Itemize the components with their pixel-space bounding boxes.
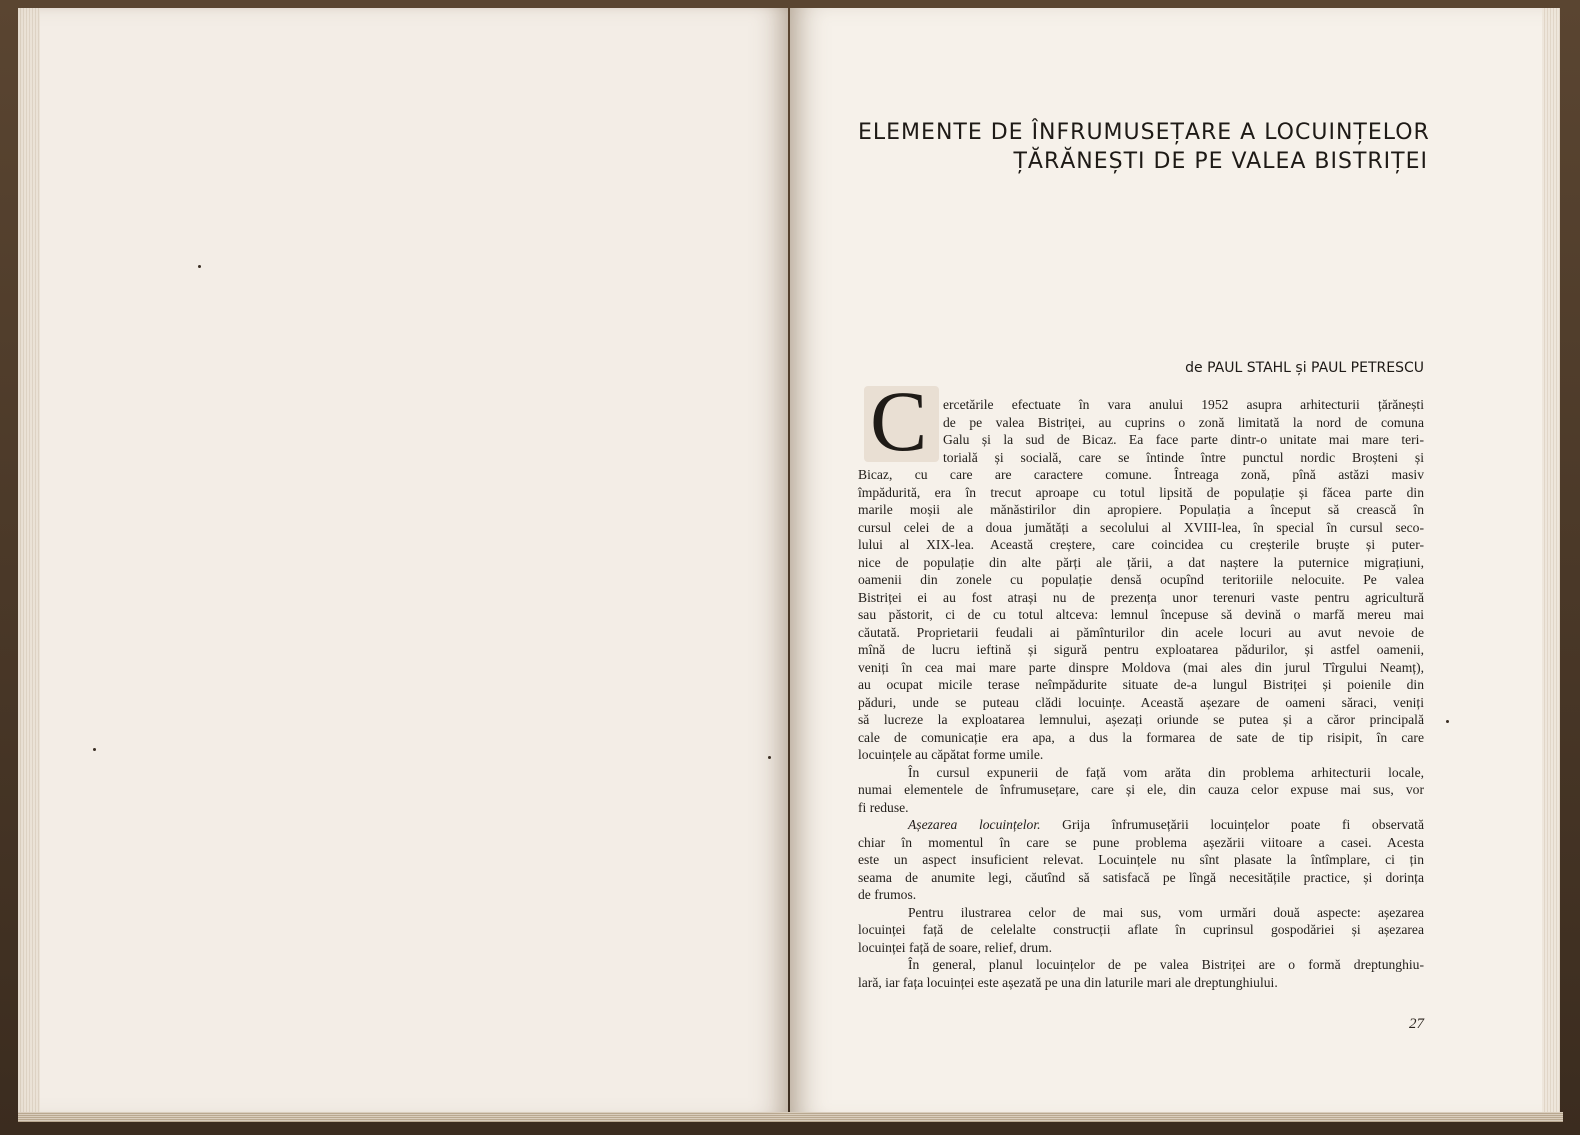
text-line: de frumos.: [858, 887, 917, 902]
title-line-1: ELEMENTE DE ÎNFRUMUSEȚARE A LOCUINȚELOR: [858, 120, 1430, 145]
speck: [198, 265, 201, 268]
page-number: 27: [1409, 1016, 1424, 1032]
text-line: veniți în cea mai mare parte dinspre Moldova (mai ales din jurul Tîrgului Neamț),: [858, 659, 1424, 675]
article-body: [858, 396, 1424, 991]
left-page-edges: [18, 8, 40, 1116]
text-line: marile moșii ale mănăstirilor din apropiere. Populația a început să crească în: [858, 502, 1424, 517]
speck: [1446, 720, 1449, 723]
text-line: de pe valea Bistriței, au cuprins o zonă limitată la nord de comuna: [943, 414, 1424, 430]
text-line: locuinței față de soare, relief, drum.: [858, 939, 1053, 955]
text-line: au ocupat micile terase neîmpădurite situate de-a lungul Bistriței și poienile din: [858, 677, 1424, 692]
text-line: locuințele au căpătat forme umile.: [858, 747, 1044, 762]
drop-cap-letter: C: [870, 373, 928, 469]
text-line: cursul celei de a doua jumătăți a secolului al XVIII-lea, în special în cursul seco-: [858, 519, 1424, 535]
text-line: să lucreze la exploatarea lemnului, așezați oriunde se putea și a căror principală: [858, 712, 1424, 727]
text-line: seama de anumite legi, căutînd să satisfacă pe lîngă necesitățile practice, și dorința: [858, 869, 1424, 885]
text-line: împădurită, era în trecut aproape cu totul lipsită de populație și făcea parte din: [858, 484, 1424, 500]
section-heading-line: Așezarea locuințelor. Grija înfrumusețării locuințelor poate fi observată: [908, 817, 1424, 832]
text-line: Pentru ilustrarea celor de mai sus, vom urmări două aspecte: așezarea: [908, 904, 1424, 920]
text-line: căutată. Proprietarii feudali ai pămînturilor din acele locuri au avut nevoie de: [858, 624, 1424, 640]
text-line: nice de populație din alte părți ale țării, a dat naștere la puternice migrațiuni,: [858, 554, 1424, 570]
text-line: lară, iar fața locuinței este așezată pe una din laturile mari ale dreptunghiului.: [858, 974, 1278, 990]
text-line: torială și socială, care se întinde între punctul nordic Broșteni și: [943, 449, 1424, 465]
text-line: În cursul expunerii de față vom arăta din problema arhitecturii locale,: [908, 764, 1424, 780]
text-line: numai elementele de înfrumusețare, care și ele, din cauza celor expuse mai sus, vor: [858, 782, 1424, 797]
text-line: oamenii din zonele cu populație densă ocupînd teritoriile nelocuite. Pe valea: [858, 572, 1424, 587]
left-page-blank: [18, 8, 788, 1116]
right-page-edges: [1542, 8, 1560, 1118]
text-line: Galu și la sud de Bicaz. Ea face parte dintr-o unitate mai mare teri-: [943, 432, 1424, 447]
text-line: În general, planul locuințelor de pe valea Bistriței are o formă dreptunghiu-: [908, 957, 1424, 972]
article-title: [858, 118, 1428, 176]
text-line: mînă de lucru ieftină și sigură pentru exploatarea pădurilor, și astfel oamenii,: [858, 642, 1424, 657]
text-line: fi reduse.: [858, 799, 909, 815]
speck: [93, 748, 96, 751]
text-line: lului al XIX-lea. Această creștere, care coincidea cu creșterile bruște și puter-: [858, 537, 1424, 552]
title-line-2: ȚĂRĂNEȘTI DE PE VALEA BISTRIȚEI: [1013, 149, 1428, 174]
text-line: Bicaz, cu care are caractere comune. Întreaga zonă, pînă astăzi masiv: [858, 467, 1424, 482]
text-line: ercetările efectuate în vara anului 1952 asupra arhitecturii țărănești: [943, 397, 1424, 412]
text-line: Bistriței ei au fost atrași nu de prezența unor terenuri vaste pentru agricultură: [858, 589, 1424, 605]
text-line: păduri, unde se puteau clădi locuințe. Această așezare de oameni săraci, veniți: [858, 694, 1424, 710]
speck: [768, 756, 771, 759]
text-line: este un aspect insuficient relevat. Locuințele nu sînt plasate la întîmplare, ci țin: [858, 852, 1424, 867]
book-bottom-edge: [18, 1112, 1563, 1122]
text-line: chiar în momentul în care se pune problema așezării viitoare a casei. Acesta: [858, 834, 1424, 850]
text-line: sau păstorit, ci de cu totul altceva: lemnul începuse să devină o marfă mereu mai: [858, 607, 1424, 622]
author-byline: de PAUL STAHL și PAUL PETRESCU: [1185, 360, 1424, 376]
text-line: locuinței față de celelalte construcții aflate în cuprinsul gospodăriei și așezarea: [858, 922, 1424, 937]
text-line: cale de comunicație era apa, a dus la formarea de sate de tip risipit, în care: [858, 729, 1424, 745]
